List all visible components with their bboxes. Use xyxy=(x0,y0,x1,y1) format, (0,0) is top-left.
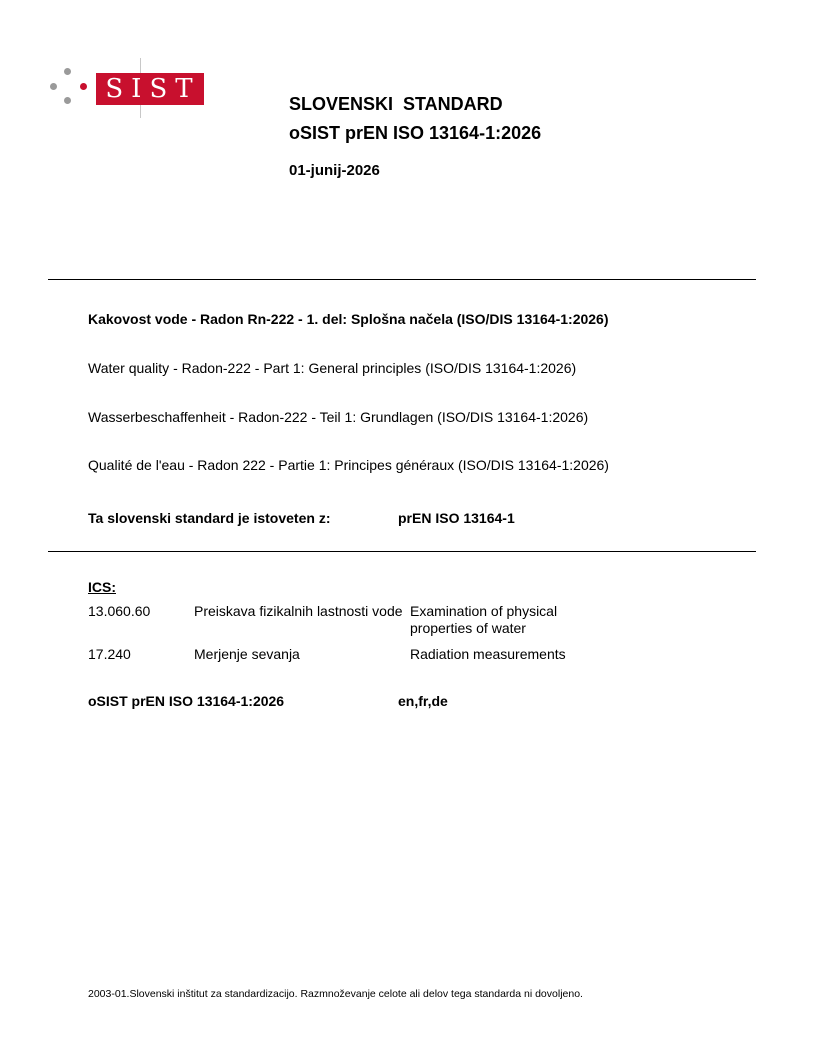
title-en: Water quality - Radon-222 - Part 1: General principles (ISO/DIS 13164-1:2026) xyxy=(88,360,577,376)
logo-dot-icon xyxy=(80,83,87,90)
document-code: oSIST prEN ISO 13164-1:2026 xyxy=(88,693,285,709)
standard-code: oSIST prEN ISO 13164-1:2026 xyxy=(289,123,542,143)
ics-description-sl: Preiskava fizikalnih lastnosti vode xyxy=(194,603,403,619)
ics-row xyxy=(88,603,610,637)
identical-value: prEN ISO 13164-1 xyxy=(398,510,515,526)
logo-dot-icon xyxy=(50,83,57,90)
identical-label: Ta slovenski standard je istoveten z: xyxy=(88,510,331,526)
logo-text: SIST xyxy=(96,73,204,105)
copyright-footer: 2003-01.Slovenski inštitut za standardizacijo. Razmnoževanje celote ali delov tega standarda ni dovoljeno. xyxy=(88,988,583,1000)
ics-description-en: Examination of physical properties of water xyxy=(410,603,558,636)
ics-description-sl: Merjenje sevanja xyxy=(194,646,300,662)
ics-code: 17.240 xyxy=(88,646,131,662)
title-fr: Qualité de l'eau - Radon 222 - Partie 1: Principes généraux (ISO/DIS 13164-1:2026) xyxy=(88,457,609,473)
title-sl: Kakovost vode - Radon Rn-222 - 1. del: Splošna načela (ISO/DIS 13164-1:2026) xyxy=(88,311,609,327)
ics-label: ICS: xyxy=(88,579,116,595)
logo-dot-icon xyxy=(64,97,71,104)
ics-row xyxy=(88,646,610,663)
standard-type: SLOVENSKI STANDARD xyxy=(289,94,503,114)
logo-dot-icon xyxy=(64,68,71,75)
ics-code: 13.060.60 xyxy=(88,603,151,619)
ics-description-en: Radiation measurements xyxy=(410,646,566,662)
title-de: Wasserbeschaffenheit - Radon-222 - Teil 1: Grundlagen (ISO/DIS 13164-1:2026) xyxy=(88,409,589,425)
standard-date: 01-junij-2026 xyxy=(289,162,380,179)
bottom-rule xyxy=(48,551,756,552)
top-rule xyxy=(48,279,756,280)
document-languages: en,fr,de xyxy=(398,693,448,709)
